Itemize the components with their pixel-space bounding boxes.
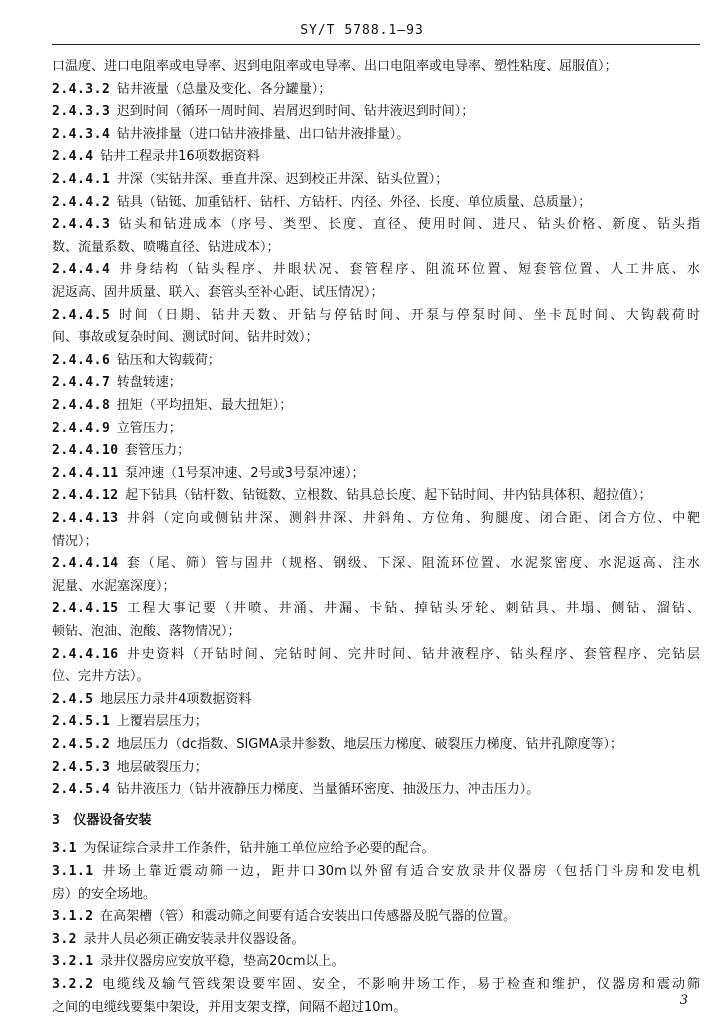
clause-number: 2.4.4.7 <box>52 375 111 391</box>
clause-text: 套管压力； <box>125 443 191 459</box>
text-line <box>52 261 700 279</box>
clause-text: 在高架槽（管）和震动筛之间要有适合安装出口传感器及脱气器的位置。 <box>100 909 517 925</box>
clause-number: 3.2 <box>52 931 77 947</box>
clause-text: 钻井液排量（进口钻井液排量、出口钻井液排量）。 <box>116 126 410 142</box>
text-line <box>52 646 700 664</box>
clause-number: 2.4.3.2 <box>52 81 111 97</box>
text-line <box>52 239 280 257</box>
clause-text: 井身结构（钻头程序、井眼状况、套管程序、阻流环位置、短套管位置、人工井底、水 <box>116 262 700 278</box>
text-line <box>52 736 623 754</box>
clause-number: 2.4.4.13 <box>52 511 119 526</box>
clause-text: 扭矩（平均扭矩、最大扭矩）； <box>116 398 293 413</box>
clause-text: 情况）； <box>52 533 98 549</box>
section-heading <box>52 812 151 830</box>
text-line <box>52 578 176 596</box>
text-line <box>52 886 156 904</box>
clause-number: 2.4.5.2 <box>52 737 111 752</box>
text-line <box>52 863 700 881</box>
clause-text: 地层破裂压力； <box>116 759 208 775</box>
clause-text: 录井仪器房应安放平稳，垫高20cm以上。 <box>100 954 345 970</box>
clause-number: 2.4.4.14 <box>52 556 119 572</box>
clause-text: 之间的电缆线要集中架设，并用支架支撑，间隔不超过10m。 <box>52 999 407 1015</box>
clause-number: 2.4.4.5 <box>52 307 111 323</box>
clause-text: 迟到时间（循环一周时间、岩屑迟到时间、钻井液迟到时间）； <box>116 104 475 120</box>
clause-text: 地层压力录井4项数据资料 <box>100 691 252 707</box>
clause-number: 2.4.5.3 <box>52 759 111 775</box>
text-line <box>52 487 652 505</box>
text-line <box>52 148 260 166</box>
clause-number: 2.4.5.4 <box>52 782 111 798</box>
clause-number: 2.4.4.1 <box>52 172 111 187</box>
clause-text: 间、事故或复杂时间、测试时间、钻井时效）； <box>52 330 319 346</box>
clause-text: 起下钻具（钻杆数、钻铤数、立根数、钻具总长度、起下钻时间、井内钻具体积、超拉值）； <box>125 488 652 504</box>
clause-text: 泥量、水泥塞深度）； <box>52 578 176 594</box>
clause-text: 电缆线及输气管线架设要牢固、安全，不影响井场工作，易于检查和维护，仪器房和震动筛 <box>100 977 700 992</box>
text-line <box>52 533 98 551</box>
clause-number: 2.4.4.9 <box>52 420 111 436</box>
text-line <box>52 307 700 325</box>
clause-number: 2.4.4.8 <box>52 398 111 413</box>
clause-number: 2.4.5 <box>52 691 94 707</box>
text-line <box>52 442 190 460</box>
clause-number: 3.2.1 <box>52 954 94 970</box>
clause-text: 泵冲速（1号泵冲速、2号或3号泵冲速）； <box>125 465 365 481</box>
text-line <box>52 329 319 347</box>
clause-number: 2.4.4.2 <box>52 194 111 210</box>
text-line <box>52 465 364 483</box>
text-line <box>52 600 700 618</box>
clause-number: 3.1 <box>52 841 77 857</box>
clause-text: 房）的安全场地。 <box>52 886 157 902</box>
clause-text: 地层压力（dc指数、SIGMA录井参数、地层压力梯度、破裂压力梯度、钻井孔隙度等）； <box>116 737 623 752</box>
clause-text: 顿钻、泡油、泡酸、落物情况）； <box>52 624 241 639</box>
text-line <box>52 976 700 994</box>
standard-number-header: SY/T 5788.1—93 <box>300 23 424 38</box>
clause-text: 井场上靠近震动筛一边，距井口30m以外留有适合安放录井仪器房（包括门斗房和发电机 <box>100 864 700 879</box>
clause-text: 录井人员必须正确安装录井仪器设备。 <box>83 931 305 947</box>
text-line <box>52 397 292 415</box>
text-line <box>52 713 208 731</box>
clause-number: 2.4.4.11 <box>52 465 119 481</box>
header-rule <box>52 44 700 45</box>
page-number: 3 <box>679 993 688 1008</box>
clause-text: 仪器设备安装 <box>73 812 152 828</box>
clause-text: 钻具（钻铤、加重钻杆、钻杆、方钻杆、内径、外径、长度、单位质量、总质量）； <box>116 194 592 210</box>
text-line <box>52 840 435 858</box>
clause-text: 套（尾、筛）管与固井（规格、钢级、下深、阻流环位置、水泥浆密度、水泥返高、注水 <box>125 556 700 572</box>
text-line <box>52 81 331 99</box>
clause-text: 钻头和钻进成本（序号、类型、长度、直径、使用时间、进尺、钻头价格、新度、钻头指 <box>116 217 700 233</box>
text-line <box>52 908 516 926</box>
clause-number: 3.1.1 <box>52 864 94 879</box>
clause-text: 井深（实钻井深、垂直井深、迟到校正井深、钻头位置）； <box>116 172 449 187</box>
clause-text: 钻井液量（总量及变化、各分罐量）； <box>116 81 332 97</box>
text-line <box>52 931 305 949</box>
text-line <box>52 555 700 573</box>
clause-number: 2.4.3.4 <box>52 126 111 142</box>
clause-text: 位、完井方法）。 <box>52 669 150 685</box>
clause-text: 钻井工程录井16项数据资料 <box>100 149 260 165</box>
text-line <box>52 420 182 438</box>
text-line <box>52 58 618 76</box>
clause-text: 立管压力； <box>116 420 182 436</box>
clause-number: 2.4.3.3 <box>52 104 111 120</box>
clause-text: 数、流量系数、喷嘴直径、钻进成本）； <box>52 239 280 255</box>
clause-number: 3 <box>52 812 61 828</box>
text-line <box>52 103 474 121</box>
text-line <box>52 999 406 1017</box>
text-line <box>52 953 345 971</box>
text-line <box>52 374 182 392</box>
text-line <box>52 510 700 528</box>
clause-text: 井史资料（开钻时间、完钻时间、完井时间、钻井液程序、钻头程序、套管程序、完钻层 <box>125 646 700 662</box>
clause-number: 2.4.4.12 <box>52 488 119 504</box>
clause-number: 2.4.4.15 <box>52 601 119 617</box>
text-line <box>52 623 241 641</box>
clause-text: 转盘转速； <box>116 375 182 391</box>
clause-text: 井斜（定向或侧钻井深、测斜井深、井斜角、方位角、狗腿度、闭合距、闭合方位、中靶 <box>125 511 700 526</box>
text-line <box>52 668 150 686</box>
text-line <box>52 781 539 799</box>
clause-text: 泥返高、固井质量、联入、套管头至补心距、试压情况）； <box>52 285 384 300</box>
clause-text: 钻井液压力（钻井液静压力梯度、当量循环密度、抽汲压力、冲击压力）。 <box>116 782 540 798</box>
clause-number: 2.4.4.6 <box>52 352 111 368</box>
clause-number: 2.4.4 <box>52 149 94 165</box>
clause-number: 2.4.5.1 <box>52 714 111 730</box>
text-line <box>52 171 448 189</box>
text-line <box>52 284 384 302</box>
clause-number: 3.2.2 <box>52 977 94 992</box>
text-line <box>52 216 700 234</box>
clause-text: 时间（日期、钻井天数、开钻与停钻时间、开泵与停泵时间、坐卡瓦时间、大钩载荷时 <box>116 307 700 323</box>
clause-text: 口温度、进口电阻率或电导率、迟到电阻率或电导率、出口电阻率或电导率、塑性粘度、屈服值）； <box>52 59 618 74</box>
clause-number: 3.1.2 <box>52 909 94 925</box>
clause-text: 为保证综合录井工作条件，钻井施工单位应给予必要的配合。 <box>83 841 435 857</box>
text-line <box>52 691 251 709</box>
clause-text: 工程大事记要（井喷、井涌、井漏、卡钻、掉钻头牙轮、刺钻具、井塌、侧钻、溜钻、 <box>125 601 700 617</box>
clause-number: 2.4.4.3 <box>52 217 111 233</box>
clause-text: 钻压和大钩载荷； <box>116 352 221 368</box>
clause-number: 2.4.4.4 <box>52 262 111 278</box>
text-line <box>52 126 409 144</box>
text-line <box>52 759 208 777</box>
clause-text: 上覆岩层压力； <box>116 714 208 730</box>
text-line <box>52 352 221 370</box>
clause-number: 2.4.4.10 <box>52 443 119 459</box>
text-line <box>52 194 591 212</box>
clause-number: 2.4.4.16 <box>52 646 119 662</box>
